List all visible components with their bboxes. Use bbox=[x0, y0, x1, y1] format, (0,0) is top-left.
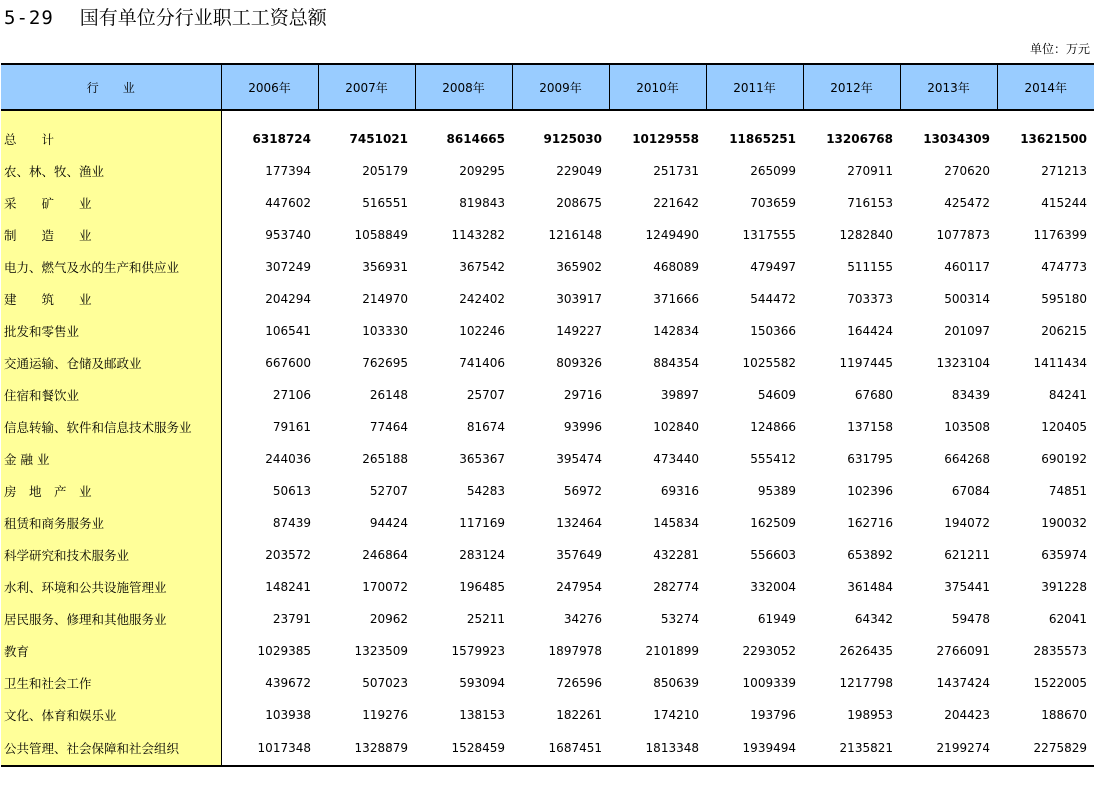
table-cell: 357649 bbox=[556, 548, 602, 562]
table-row bbox=[1, 347, 1094, 379]
table-cell: 307249 bbox=[265, 260, 311, 274]
table-cell: 593094 bbox=[459, 676, 505, 690]
header-year: 2012年 bbox=[803, 64, 900, 110]
table-cell: 34276 bbox=[563, 612, 602, 626]
table-cell: 460117 bbox=[944, 260, 990, 274]
table-cell: 1029385 bbox=[257, 644, 311, 658]
industry-name: 批发和零售业 bbox=[1, 315, 221, 347]
table-cell: 595180 bbox=[1041, 292, 1087, 306]
table-cell: 2135821 bbox=[803, 731, 900, 766]
table-cell: 439672 bbox=[265, 676, 311, 690]
header-year: 2011年 bbox=[706, 64, 803, 110]
table-cell: 174210 bbox=[653, 708, 699, 722]
table-cell: 26148 bbox=[369, 388, 408, 402]
table-cell: 39897 bbox=[660, 388, 699, 402]
table-cell: 6318724 bbox=[252, 132, 311, 146]
table-cell: 1437424 bbox=[936, 676, 990, 690]
table-cell: 162509 bbox=[750, 516, 796, 530]
table-cell: 473440 bbox=[653, 452, 699, 466]
industry-name: 文化、体育和娱乐业 bbox=[1, 699, 221, 731]
table-cell: 188670 bbox=[1041, 708, 1087, 722]
table-cell: 703659 bbox=[750, 196, 796, 210]
table-cell: 13621500 bbox=[1020, 132, 1087, 146]
table-cell: 203572 bbox=[265, 548, 311, 562]
table-cell: 132464 bbox=[556, 516, 602, 530]
table-cell: 2293052 bbox=[742, 644, 796, 658]
table-cell: 67084 bbox=[951, 484, 990, 498]
table-cell: 270620 bbox=[944, 164, 990, 178]
header-year: 2014年 bbox=[997, 64, 1094, 110]
industry-name: 水利、环境和公共设施管理业 bbox=[1, 571, 221, 603]
table-cell: 102840 bbox=[653, 420, 699, 434]
table-cell: 2101899 bbox=[645, 644, 699, 658]
table-cell: 119276 bbox=[362, 708, 408, 722]
table-cell: 54609 bbox=[757, 388, 796, 402]
table-cell: 1143282 bbox=[451, 228, 505, 242]
table-cell: 395474 bbox=[556, 452, 602, 466]
table-cell: 84241 bbox=[1048, 388, 1087, 402]
industry-name: 电力、燃气及水的生产和供应业 bbox=[1, 251, 221, 283]
table-cell: 103508 bbox=[944, 420, 990, 434]
table-cell: 251731 bbox=[653, 164, 699, 178]
table-cell: 20962 bbox=[369, 612, 408, 626]
table-cell: 102396 bbox=[847, 484, 893, 498]
table-cell: 1249490 bbox=[645, 228, 699, 242]
table-cell: 164424 bbox=[847, 324, 893, 338]
industry-name: 交通运输、仓储及邮政业 bbox=[1, 347, 221, 379]
table-cell: 145834 bbox=[653, 516, 699, 530]
table-cell: 1317555 bbox=[742, 228, 796, 242]
table-cell: 182261 bbox=[556, 708, 602, 722]
table-cell: 371666 bbox=[653, 292, 699, 306]
page-title bbox=[4, 4, 327, 32]
table-cell: 819843 bbox=[459, 196, 505, 210]
table-cell: 303917 bbox=[556, 292, 602, 306]
header-year: 2007年 bbox=[318, 64, 415, 110]
table-cell: 170072 bbox=[362, 580, 408, 594]
table-cell: 361484 bbox=[847, 580, 893, 594]
table-cell: 29716 bbox=[563, 388, 602, 402]
table-cell: 79161 bbox=[272, 420, 311, 434]
table-cell: 94424 bbox=[369, 516, 408, 530]
table-cell: 500314 bbox=[944, 292, 990, 306]
table-cell: 556603 bbox=[750, 548, 796, 562]
table-cell: 1077873 bbox=[936, 228, 990, 242]
table-cell: 635974 bbox=[1041, 548, 1087, 562]
table-cell: 1197445 bbox=[839, 356, 893, 370]
table-title: 国有单位分行业职工工资总额 bbox=[79, 7, 327, 29]
table-cell: 2835573 bbox=[1033, 644, 1087, 658]
table-cell: 208675 bbox=[556, 196, 602, 210]
table-cell: 201097 bbox=[944, 324, 990, 338]
table-cell: 67680 bbox=[854, 388, 893, 402]
table-cell: 356931 bbox=[362, 260, 408, 274]
table-cell: 148241 bbox=[265, 580, 311, 594]
table-cell: 555412 bbox=[750, 452, 796, 466]
table-cell: 690192 bbox=[1041, 452, 1087, 466]
table-cell: 1813348 bbox=[609, 731, 706, 766]
table-cell: 1009339 bbox=[742, 676, 796, 690]
table-cell: 375441 bbox=[944, 580, 990, 594]
table-cell: 1176399 bbox=[1033, 228, 1087, 242]
table-cell: 703373 bbox=[847, 292, 893, 306]
table-cell: 332004 bbox=[750, 580, 796, 594]
table-cell: 468089 bbox=[653, 260, 699, 274]
table-cell: 1939494 bbox=[706, 731, 803, 766]
table-cell: 87439 bbox=[272, 516, 311, 530]
header-industry: 行 业 bbox=[1, 64, 221, 110]
industry-name: 居民服务、修理和其他服务业 bbox=[1, 603, 221, 635]
table-cell: 1025582 bbox=[742, 356, 796, 370]
table-cell: 1282840 bbox=[839, 228, 893, 242]
table-row bbox=[1, 603, 1094, 635]
table-cell: 365902 bbox=[556, 260, 602, 274]
table-row bbox=[1, 475, 1094, 507]
table-cell: 1579923 bbox=[451, 644, 505, 658]
industry-name: 科学研究和技术服务业 bbox=[1, 539, 221, 571]
table-cell: 198953 bbox=[847, 708, 893, 722]
table-cell: 102246 bbox=[459, 324, 505, 338]
unit-label: 单位：万元 bbox=[1029, 42, 1090, 56]
industry-name: 采 矿 业 bbox=[1, 187, 221, 219]
industry-name: 租赁和商务服务业 bbox=[1, 507, 221, 539]
table-cell: 103938 bbox=[265, 708, 311, 722]
table-cell: 69316 bbox=[660, 484, 699, 498]
industry-name: 信息转输、软件和信息技术服务业 bbox=[1, 411, 221, 443]
table-cell: 1217798 bbox=[839, 676, 893, 690]
table-cell: 177394 bbox=[265, 164, 311, 178]
table-cell: 1411434 bbox=[1033, 356, 1087, 370]
table-cell: 544472 bbox=[750, 292, 796, 306]
table-cell: 13206768 bbox=[826, 132, 893, 146]
table-cell: 621211 bbox=[944, 548, 990, 562]
table-cell: 1017348 bbox=[221, 731, 318, 766]
table-row bbox=[1, 219, 1094, 251]
table-row bbox=[1, 315, 1094, 347]
table-cell: 74851 bbox=[1048, 484, 1087, 498]
table-cell: 56972 bbox=[563, 484, 602, 498]
table-cell: 11865251 bbox=[729, 132, 796, 146]
table-cell: 204423 bbox=[944, 708, 990, 722]
table-cell: 850639 bbox=[653, 676, 699, 690]
industry-name: 农、林、牧、渔业 bbox=[1, 155, 221, 187]
table-cell: 884354 bbox=[653, 356, 699, 370]
table-cell: 1058849 bbox=[354, 228, 408, 242]
table-cell: 8614665 bbox=[446, 132, 505, 146]
industry-name: 卫生和社会工作 bbox=[1, 667, 221, 699]
table-cell: 209295 bbox=[459, 164, 505, 178]
table-cell: 95389 bbox=[757, 484, 796, 498]
table-cell: 516551 bbox=[362, 196, 408, 210]
table-cell: 1216148 bbox=[548, 228, 602, 242]
table-cell: 507023 bbox=[362, 676, 408, 690]
wage-table bbox=[1, 63, 1094, 767]
table-cell: 162716 bbox=[847, 516, 893, 530]
table-cell: 54283 bbox=[466, 484, 505, 498]
table-row bbox=[1, 251, 1094, 283]
table-cell: 25211 bbox=[466, 612, 505, 626]
table-cell: 1528459 bbox=[415, 731, 512, 766]
table-cell: 447602 bbox=[265, 196, 311, 210]
table-cell: 149227 bbox=[556, 324, 602, 338]
industry-name: 制 造 业 bbox=[1, 219, 221, 251]
table-cell: 10129558 bbox=[632, 132, 699, 146]
table-cell: 13034309 bbox=[923, 132, 990, 146]
header-year: 2010年 bbox=[609, 64, 706, 110]
table-cell: 265188 bbox=[362, 452, 408, 466]
table-cell: 271213 bbox=[1041, 164, 1087, 178]
table-row bbox=[1, 187, 1094, 219]
table-cell: 664268 bbox=[944, 452, 990, 466]
table-cell: 741406 bbox=[459, 356, 505, 370]
table-cell: 809326 bbox=[556, 356, 602, 370]
header-year: 2006年 bbox=[221, 64, 318, 110]
table-cell: 23791 bbox=[272, 612, 311, 626]
table-cell: 9125030 bbox=[543, 132, 602, 146]
header-row bbox=[1, 64, 1094, 110]
table-cell: 247954 bbox=[556, 580, 602, 594]
table-cell: 214970 bbox=[362, 292, 408, 306]
table-cell: 762695 bbox=[362, 356, 408, 370]
table-cell: 953740 bbox=[265, 228, 311, 242]
table-number: 5-29 bbox=[4, 7, 54, 29]
table-row bbox=[1, 667, 1094, 699]
table-cell: 64342 bbox=[854, 612, 893, 626]
table-cell: 81674 bbox=[466, 420, 505, 434]
table-cell: 204294 bbox=[265, 292, 311, 306]
table-row bbox=[1, 539, 1094, 571]
table-row bbox=[1, 443, 1094, 475]
table-cell: 631795 bbox=[847, 452, 893, 466]
table-row bbox=[1, 283, 1094, 315]
industry-name: 总 计 bbox=[1, 110, 221, 155]
table-cell: 415244 bbox=[1041, 196, 1087, 210]
total-row bbox=[1, 110, 1094, 155]
industry-name: 公共管理、社会保障和社会组织 bbox=[1, 731, 221, 766]
table-cell: 2199274 bbox=[900, 731, 997, 766]
table-cell: 432281 bbox=[653, 548, 699, 562]
table-cell: 53274 bbox=[660, 612, 699, 626]
table-cell: 1323104 bbox=[936, 356, 990, 370]
table-row bbox=[1, 411, 1094, 443]
table-cell: 229049 bbox=[556, 164, 602, 178]
table-cell: 117169 bbox=[459, 516, 505, 530]
table-cell: 206215 bbox=[1041, 324, 1087, 338]
table-cell: 142834 bbox=[653, 324, 699, 338]
table-cell: 221642 bbox=[653, 196, 699, 210]
table-row bbox=[1, 379, 1094, 411]
table-row bbox=[1, 635, 1094, 667]
table-cell: 270911 bbox=[847, 164, 893, 178]
table-cell: 242402 bbox=[459, 292, 505, 306]
table-cell: 716153 bbox=[847, 196, 893, 210]
table-cell: 1522005 bbox=[1033, 676, 1087, 690]
table-cell: 120405 bbox=[1041, 420, 1087, 434]
table-cell: 1328879 bbox=[318, 731, 415, 766]
table-cell: 83439 bbox=[951, 388, 990, 402]
table-cell: 194072 bbox=[944, 516, 990, 530]
table-cell: 150366 bbox=[750, 324, 796, 338]
industry-name: 教育 bbox=[1, 635, 221, 667]
table-cell: 1687451 bbox=[512, 731, 609, 766]
header-year: 2013年 bbox=[900, 64, 997, 110]
table-cell: 391228 bbox=[1041, 580, 1087, 594]
table-cell: 77464 bbox=[369, 420, 408, 434]
table-cell: 282774 bbox=[653, 580, 699, 594]
table-cell: 106541 bbox=[265, 324, 311, 338]
table-row bbox=[1, 699, 1094, 731]
table-cell: 726596 bbox=[556, 676, 602, 690]
industry-name: 建 筑 业 bbox=[1, 283, 221, 315]
table-cell: 52707 bbox=[369, 484, 408, 498]
industry-name: 房 地 产 业 bbox=[1, 475, 221, 507]
table-cell: 653892 bbox=[847, 548, 893, 562]
table-cell: 474773 bbox=[1041, 260, 1087, 274]
table-cell: 1323509 bbox=[354, 644, 408, 658]
table-cell: 2626435 bbox=[839, 644, 893, 658]
industry-name: 金 融 业 bbox=[1, 443, 221, 475]
table-cell: 2275829 bbox=[997, 731, 1094, 766]
table-cell: 59478 bbox=[951, 612, 990, 626]
table-cell: 137158 bbox=[847, 420, 893, 434]
table-cell: 511155 bbox=[847, 260, 893, 274]
header-year: 2009年 bbox=[512, 64, 609, 110]
table-cell: 7451021 bbox=[349, 132, 408, 146]
table-cell: 193796 bbox=[750, 708, 796, 722]
table-cell: 50613 bbox=[272, 484, 311, 498]
table-cell: 27106 bbox=[272, 388, 311, 402]
industry-name: 住宿和餐饮业 bbox=[1, 379, 221, 411]
table-cell: 667600 bbox=[265, 356, 311, 370]
table-cell: 103330 bbox=[362, 324, 408, 338]
table-cell: 25707 bbox=[466, 388, 505, 402]
table-cell: 62041 bbox=[1048, 612, 1087, 626]
table-cell: 425472 bbox=[944, 196, 990, 210]
table-cell: 365367 bbox=[459, 452, 505, 466]
table-row bbox=[1, 571, 1094, 603]
table-row bbox=[1, 155, 1094, 187]
table-cell: 93996 bbox=[563, 420, 602, 434]
table-cell: 2766091 bbox=[936, 644, 990, 658]
table-cell: 479497 bbox=[750, 260, 796, 274]
table-cell: 1897978 bbox=[548, 644, 602, 658]
table-cell: 138153 bbox=[459, 708, 505, 722]
table-row bbox=[1, 507, 1094, 539]
table-cell: 265099 bbox=[750, 164, 796, 178]
table-cell: 124866 bbox=[750, 420, 796, 434]
table-cell: 367542 bbox=[459, 260, 505, 274]
table-cell: 246864 bbox=[362, 548, 408, 562]
table-cell: 283124 bbox=[459, 548, 505, 562]
table-cell: 205179 bbox=[362, 164, 408, 178]
header-year: 2008年 bbox=[415, 64, 512, 110]
table-body bbox=[1, 110, 1094, 766]
table-cell: 244036 bbox=[265, 452, 311, 466]
table-cell: 196485 bbox=[459, 580, 505, 594]
table-cell: 61949 bbox=[757, 612, 796, 626]
table-cell: 190032 bbox=[1041, 516, 1087, 530]
table-row bbox=[1, 731, 1094, 766]
